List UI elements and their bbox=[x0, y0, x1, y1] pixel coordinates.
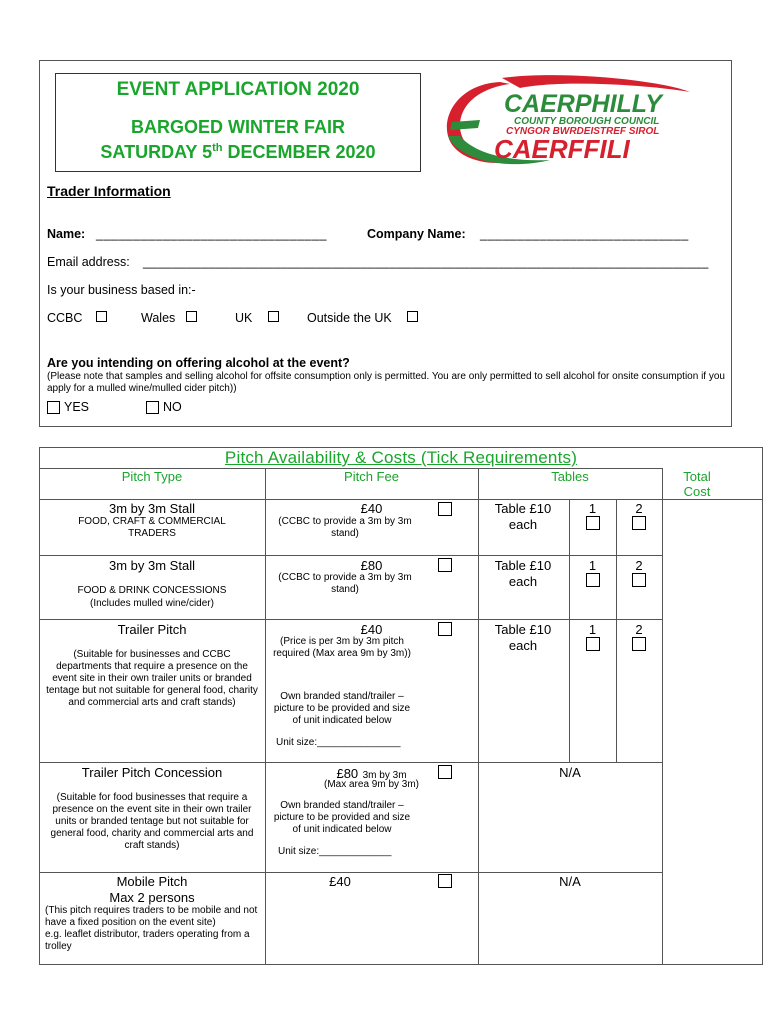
row3-fee-note2: Own branded stand/trailer – picture to be provided and size of unit indicated below bbox=[273, 691, 411, 726]
row2-table-label: Table £10 each bbox=[494, 558, 552, 589]
page-title: EVENT APPLICATION 2020 bbox=[116, 79, 360, 100]
outside-uk-checkbox[interactable] bbox=[407, 311, 418, 322]
row5-pitch-title2: Max 2 persons bbox=[109, 890, 195, 905]
row2-table-opt1: 1 bbox=[588, 558, 597, 573]
row3-table-opt1: 1 bbox=[588, 622, 597, 637]
header-pitch-type: Pitch Type bbox=[121, 469, 183, 484]
alcohol-note: (Please note that samples and selling alcohol for offsite consumption only is permitted. You are only permitted to sell alcohol for onsite consumption if you apply for a mulled wine/mulled cider pitch)) bbox=[47, 371, 725, 394]
row5-pitch-desc2: e.g. leaflet distributor, traders operating from a trolley bbox=[45, 929, 250, 952]
header-total-cost: Total Cost bbox=[683, 469, 711, 499]
row1-table1-checkbox[interactable] bbox=[586, 516, 600, 530]
row4-tables-na: N/A bbox=[559, 765, 581, 780]
row3-table1-checkbox[interactable] bbox=[586, 637, 600, 651]
row4-fee-suffix: 3m by 3m bbox=[362, 770, 407, 781]
row1-fee-note: (CCBC to provide a 3m by 3m stand) bbox=[278, 516, 412, 539]
row4-fee-note2: Own branded stand/trailer – picture to be provided and size of unit indicated below bbox=[273, 800, 411, 835]
grid-line bbox=[478, 468, 479, 965]
row2-table-opt2: 2 bbox=[635, 558, 643, 573]
row5-pitch-desc: (This pitch requires traders to be mobile and not have a fixed position on the event site) bbox=[45, 905, 258, 928]
event-name: BARGOED WINTER FAIR bbox=[131, 117, 345, 137]
name-field[interactable]: _______________________________ bbox=[96, 227, 328, 241]
row2-table2-checkbox[interactable] bbox=[632, 573, 646, 587]
trader-info-heading: Trader Information bbox=[47, 183, 171, 199]
row3-pitch-checkbox[interactable] bbox=[438, 622, 452, 636]
row1-pitch-desc: FOOD, CRAFT & COMMERCIAL TRADERS bbox=[78, 516, 226, 539]
row3-table-opt2: 2 bbox=[635, 622, 643, 637]
header-pitch-fee: Pitch Fee bbox=[344, 469, 399, 484]
row5-pitch-checkbox[interactable] bbox=[438, 874, 452, 888]
row4-pitch-desc: (Suitable for food businesses that require a presence on the event site in their own trailer units or branded tentage but not suitable for general food, charity and commercial arts and craft stands) bbox=[50, 792, 254, 851]
svg-text:CAERPHILLY: CAERPHILLY bbox=[504, 90, 662, 118]
option-uk-label: UK bbox=[235, 311, 253, 325]
company-field[interactable]: ____________________________ bbox=[480, 227, 689, 241]
row3-pitch-title: Trailer Pitch bbox=[117, 622, 187, 637]
ccbc-checkbox[interactable] bbox=[96, 311, 107, 322]
row4-fee-note: (Max area 9m by 3m) bbox=[323, 779, 420, 790]
table-title: Pitch Availability & Costs (Tick Requirements) bbox=[224, 448, 578, 467]
row1-pitch-checkbox[interactable] bbox=[438, 502, 452, 516]
svg-text:COUNTY BOROUGH COUNCIL: COUNTY BOROUGH COUNCIL bbox=[514, 116, 660, 127]
alcohol-question: Are you intending on offering alcohol at the event? bbox=[47, 356, 350, 370]
row3-fee: £40 bbox=[360, 622, 383, 637]
option-outside-uk-label: Outside the UK bbox=[307, 311, 392, 325]
row2-pitch-title: 3m by 3m Stall bbox=[109, 558, 195, 573]
row3-fee-note: (Price is per 3m by 3m pitch required (Max area 9m by 3m)) bbox=[273, 636, 411, 659]
row3-table2-checkbox[interactable] bbox=[632, 637, 646, 651]
uk-checkbox[interactable] bbox=[268, 311, 279, 322]
option-ccbc-label: CCBC bbox=[47, 311, 83, 325]
grid-line bbox=[662, 468, 663, 965]
row1-table-label: Table £10 each bbox=[494, 501, 552, 532]
row4-pitch-title: Trailer Pitch Concession bbox=[81, 765, 223, 780]
row1-fee: £40 bbox=[360, 501, 383, 516]
row2-pitch-desc2: (Includes mulled wine/cider) bbox=[90, 598, 214, 609]
row1-table-opt2: 2 bbox=[635, 501, 643, 516]
company-label: Company Name: bbox=[367, 227, 466, 241]
row3-pitch-desc: (Suitable for businesses and CCBC departments that require a presence on the event site in their own trailer units or branded tentage but not suitable for general food, charity and commercial arts and craft stands) bbox=[46, 649, 258, 708]
row2-pitch-checkbox[interactable] bbox=[438, 558, 452, 572]
row1-pitch-title: 3m by 3m Stall bbox=[109, 501, 195, 516]
email-label: Email address: bbox=[47, 255, 130, 269]
option-wales-label: Wales bbox=[141, 311, 176, 325]
svg-text:CYNGOR BWRDEISTREF SIROL: CYNGOR BWRDEISTREF SIROL bbox=[506, 126, 660, 137]
name-label: Name: bbox=[47, 227, 86, 241]
row4-pitch-checkbox[interactable] bbox=[438, 765, 452, 779]
row3-unit-size[interactable]: Unit size:_______________ bbox=[276, 737, 401, 748]
email-field[interactable]: ______________________________________________________________________________ bbox=[143, 255, 709, 269]
svg-text:CAERFFILI: CAERFFILI bbox=[494, 134, 630, 164]
row5-pitch-title: Mobile Pitch bbox=[116, 874, 188, 889]
grid-line bbox=[39, 762, 662, 763]
grid-line bbox=[39, 872, 662, 873]
row2-fee-note: (CCBC to provide a 3m by 3m stand) bbox=[278, 572, 412, 595]
alcohol-yes-label: YES bbox=[64, 400, 90, 414]
row2-table1-checkbox[interactable] bbox=[586, 573, 600, 587]
alcohol-no-checkbox[interactable] bbox=[146, 401, 159, 414]
grid-line bbox=[39, 499, 763, 500]
based-in-label: Is your business based in:- bbox=[47, 283, 196, 297]
event-date: SATURDAY 5th DECEMBER 2020 bbox=[100, 142, 376, 162]
alcohol-yes-checkbox[interactable] bbox=[47, 401, 60, 414]
row4-fee: £80 bbox=[336, 766, 359, 781]
row1-table2-checkbox[interactable] bbox=[632, 516, 646, 530]
row2-pitch-desc: FOOD & DRINK CONCESSIONS bbox=[77, 585, 227, 596]
caerphilly-logo bbox=[440, 74, 722, 170]
row1-table-opt1: 1 bbox=[588, 501, 597, 516]
grid-line bbox=[265, 468, 266, 965]
row3-table-label: Table £10 each bbox=[494, 622, 552, 653]
header-tables: Tables bbox=[551, 469, 589, 484]
row5-tables-na: N/A bbox=[559, 874, 581, 889]
wales-checkbox[interactable] bbox=[186, 311, 197, 322]
row2-fee: £80 bbox=[360, 558, 383, 573]
alcohol-no-label: NO bbox=[163, 400, 182, 414]
row4-unit-size[interactable]: Unit size:_____________ bbox=[278, 846, 392, 857]
row5-fee: £40 bbox=[329, 874, 351, 889]
